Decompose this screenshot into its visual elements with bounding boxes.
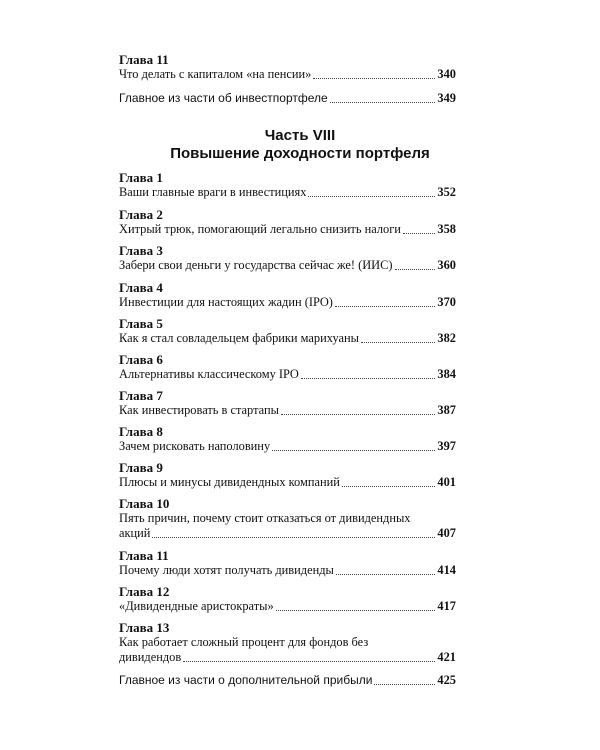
part-heading bbox=[0, 127, 600, 163]
chapter-label: Глава 9 bbox=[119, 460, 163, 475]
chapter-title: Альтернативы классическому IPO bbox=[119, 367, 299, 381]
page-number: 414 bbox=[437, 563, 456, 577]
chapter-title: Что делать с капиталом «на пенсии» bbox=[119, 67, 312, 81]
toc-entry bbox=[119, 403, 456, 418]
toc-summary-portfolio[interactable] bbox=[119, 91, 456, 106]
chapter-title: Как инвестировать в стартапы bbox=[119, 403, 279, 417]
summary-title: Главное из части об инвестпортфеле bbox=[119, 91, 328, 105]
toc-entry bbox=[119, 673, 456, 688]
chapter-label: Глава 5 bbox=[119, 316, 163, 331]
chapter-title: Плюсы и минусы дивидендных компаний bbox=[119, 475, 340, 489]
toc-entry bbox=[119, 67, 456, 82]
page-number: 417 bbox=[437, 599, 456, 613]
page-number: 370 bbox=[437, 295, 456, 309]
toc-entry bbox=[119, 185, 456, 200]
chapter-label: Глава 8 bbox=[119, 424, 163, 439]
toc-chapter-3[interactable] bbox=[119, 243, 456, 273]
dot-leader bbox=[272, 449, 435, 451]
page-number: 352 bbox=[437, 185, 456, 199]
dot-leader bbox=[395, 268, 436, 270]
toc-entry bbox=[119, 563, 456, 578]
toc-chapter-9[interactable] bbox=[119, 460, 456, 490]
chapter-label: Глава 2 bbox=[119, 207, 163, 222]
toc-chapter-12[interactable] bbox=[119, 584, 456, 614]
dot-leader bbox=[336, 573, 436, 575]
chapter-label: Глава 1 bbox=[119, 170, 163, 185]
chapter-title-line2: дивидендов bbox=[119, 650, 182, 664]
dot-leader bbox=[361, 341, 435, 343]
dot-leader bbox=[403, 232, 436, 234]
toc-chapter-6[interactable] bbox=[119, 352, 456, 382]
toc-chapter-prev-11[interactable] bbox=[119, 52, 456, 82]
toc-entry bbox=[119, 439, 456, 454]
summary-title: Главное из части о дополнительной прибыли bbox=[119, 673, 373, 687]
chapter-label: Глава 7 bbox=[119, 388, 163, 403]
toc-entry bbox=[119, 331, 456, 346]
toc-chapter-7[interactable] bbox=[119, 388, 456, 418]
chapter-title: Инвестиции для настоящих жадин (IPO) bbox=[119, 295, 333, 309]
toc-chapter-10[interactable] bbox=[119, 496, 456, 541]
page-number: 397 bbox=[437, 439, 456, 453]
chapter-title-line1: Пять причин, почему стоит отказаться от дивидендных bbox=[119, 511, 411, 525]
dot-leader bbox=[308, 195, 435, 197]
dot-leader bbox=[313, 77, 435, 79]
chapter-label: Глава 11 bbox=[119, 52, 169, 67]
dot-leader bbox=[276, 609, 436, 611]
toc-entry bbox=[119, 526, 456, 541]
toc-entry bbox=[119, 475, 456, 490]
toc-entry bbox=[119, 650, 456, 665]
dot-leader bbox=[342, 485, 436, 487]
chapter-title: Почему люди хотят получать дивиденды bbox=[119, 563, 334, 577]
page-number: 360 bbox=[437, 258, 456, 272]
chapter-label: Глава 6 bbox=[119, 352, 163, 367]
dot-leader bbox=[330, 101, 436, 103]
page-number: 384 bbox=[437, 367, 456, 381]
chapter-title: Забери свои деньги у государства сейчас же! (ИИС) bbox=[119, 258, 393, 272]
page-number: 340 bbox=[437, 67, 456, 81]
chapter-title: Хитрый трюк, помогающий легально снизить налоги bbox=[119, 222, 401, 236]
toc-entry bbox=[119, 222, 456, 237]
chapter-label: Глава 11 bbox=[119, 548, 169, 563]
toc-chapter-13[interactable] bbox=[119, 620, 456, 665]
dot-leader bbox=[281, 413, 435, 415]
dot-leader bbox=[374, 683, 435, 685]
chapter-title-line1: Как работает сложный процент для фондов без bbox=[119, 635, 369, 649]
toc-chapter-11[interactable] bbox=[119, 548, 456, 578]
chapter-label: Глава 12 bbox=[119, 584, 170, 599]
toc-summary-profit[interactable] bbox=[119, 673, 456, 688]
chapter-title: Ваши главные враги в инвестициях bbox=[119, 185, 307, 199]
toc-chapter-2[interactable] bbox=[119, 207, 456, 237]
toc-chapter-5[interactable] bbox=[119, 316, 456, 346]
toc-entry bbox=[119, 599, 456, 614]
chapter-title: Как я стал совладельцем фабрики марихуаны bbox=[119, 331, 359, 345]
dot-leader bbox=[183, 660, 435, 662]
chapter-title-line2: акций bbox=[119, 526, 151, 540]
chapter-label: Глава 4 bbox=[119, 280, 163, 295]
page-number: 425 bbox=[437, 673, 456, 687]
page-number: 407 bbox=[437, 526, 456, 540]
toc-chapter-1[interactable] bbox=[119, 170, 456, 200]
dot-leader bbox=[301, 377, 436, 379]
page-number: 387 bbox=[437, 403, 456, 417]
page-number: 358 bbox=[437, 222, 456, 236]
toc-entry bbox=[119, 258, 456, 273]
chapter-label: Глава 10 bbox=[119, 496, 170, 511]
page-number: 401 bbox=[437, 475, 456, 489]
page-number: 382 bbox=[437, 331, 456, 345]
page-number: 349 bbox=[437, 91, 456, 105]
toc-entry bbox=[119, 367, 456, 382]
dot-leader bbox=[152, 536, 435, 538]
toc-chapter-4[interactable] bbox=[119, 280, 456, 310]
part-number: Часть VIII bbox=[264, 127, 336, 144]
toc-chapter-8[interactable] bbox=[119, 424, 456, 454]
page-number: 421 bbox=[437, 650, 456, 664]
chapter-title: «Дивидендные аристократы» bbox=[119, 599, 274, 613]
chapter-title: Зачем рисковать наполовину bbox=[119, 439, 271, 453]
toc-entry bbox=[119, 295, 456, 310]
dot-leader bbox=[335, 305, 435, 307]
part-title: Повышение доходности портфеля bbox=[170, 145, 430, 162]
toc-entry bbox=[119, 91, 456, 106]
chapter-label: Глава 13 bbox=[119, 620, 170, 635]
chapter-label: Глава 3 bbox=[119, 243, 163, 258]
